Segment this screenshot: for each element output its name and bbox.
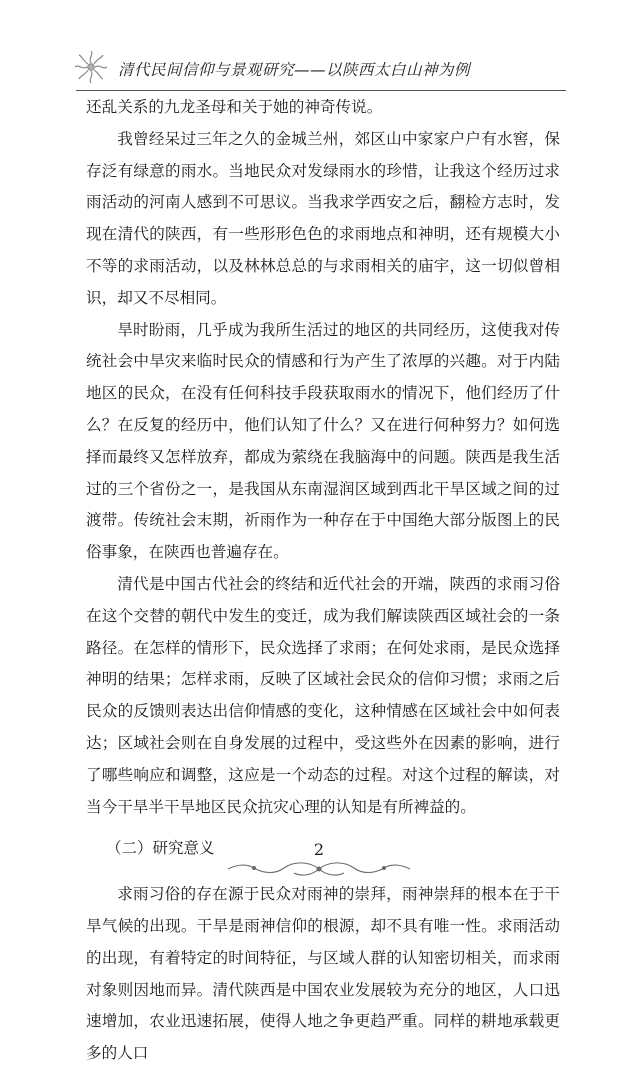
- body-text: [86, 92, 560, 1070]
- section-heading: （二）研究意义: [106, 839, 215, 858]
- paragraph-lanzhou: 我曾经呆过三年之久的金城兰州，郊区山中家家户户有水窖，保存泛有绿意的雨水。当地民众对发绿雨水的珍惜，让我这个经历过求雨活动的河南人感到不可思议。当我求学西安之后，翻检方志时，发现在清代的陕西，有一些形形色色的求雨地点和神明，还有规模大小不等的求雨活动，以及林林总总的与求雨相关的庙宇，这一切似曾相识，却又不尽相同。: [86, 129, 560, 307]
- paragraph-drought: 旱时盼雨，几乎成为我所生活过的地区的共同经历，这使我对传统社会中旱灾来临时民众的情感和行为产生了浓厚的兴趣。对于内陆地区的民众，在没有任何科技手段获取雨水的情况下，他们经历了什么？在反复的经历中，他们认知了什么？又在进行何种努力？如何选择而最终又怎样放弃，都成为萦绕在我脑海中的问题。陕西是我生活过的三个省份之一，是我国从东南湿润区域到西北干旱区域之间的过渡带。传统社会末期，祈雨作为一种存在于中国绝大部分版图上的民俗事象，在陕西也普遍存在。: [86, 320, 560, 562]
- paragraph-continuation: 还乱关系的九龙圣母和关于她的神奇传说。: [86, 98, 383, 116]
- page-number: 2: [313, 840, 325, 859]
- page-footer: [0, 840, 638, 890]
- floral-ornament-icon: [74, 50, 108, 84]
- paragraph-significance: 求雨习俗的存在源于民众对雨神的崇拜，雨神崇拜的根本在于干旱气候的出现。干旱是雨神信仰的根源，却不具有唯一性。求雨活动的出现，有着特定的时间特征，与区域人群的认知密切相关，而求雨对象则因地而异。清代陕西是中国农业发展较为充分的地区，人口迅速增加，农业迅速拓展，使得人地之争更趋严重。同样的耕地承载更多的人口: [86, 885, 560, 1063]
- running-header: [74, 50, 564, 84]
- header-title: 清代民间信仰与景观研究——以陕西太白山神为例: [118, 61, 471, 79]
- header-divider: [76, 90, 566, 91]
- paragraph-qing-dynasty: 清代是中国古代社会的终结和近代社会的开端，陕西的求雨习俗在这个交替的朝代中发生的变迁，成为我们解读陕西区域社会的一条路径。在怎样的情形下，民众选择了求雨；在何处求雨，是民众选择神明的结果；怎样求雨，反映了区域社会民众的信仰习惯；求雨之后民众的反馈则表达出信仰情感的变化，这种情感在区域社会中如何表达；区域社会则在自身发展的过程中，受这些外在因素的影响，进行了哪些响应和调整，这应是一个动态的过程。对这个过程的解读，对当今干旱半干旱地区民众抗灾心理的认知是有所裨益的。: [86, 574, 560, 816]
- scroll-flourish-icon: [224, 858, 414, 880]
